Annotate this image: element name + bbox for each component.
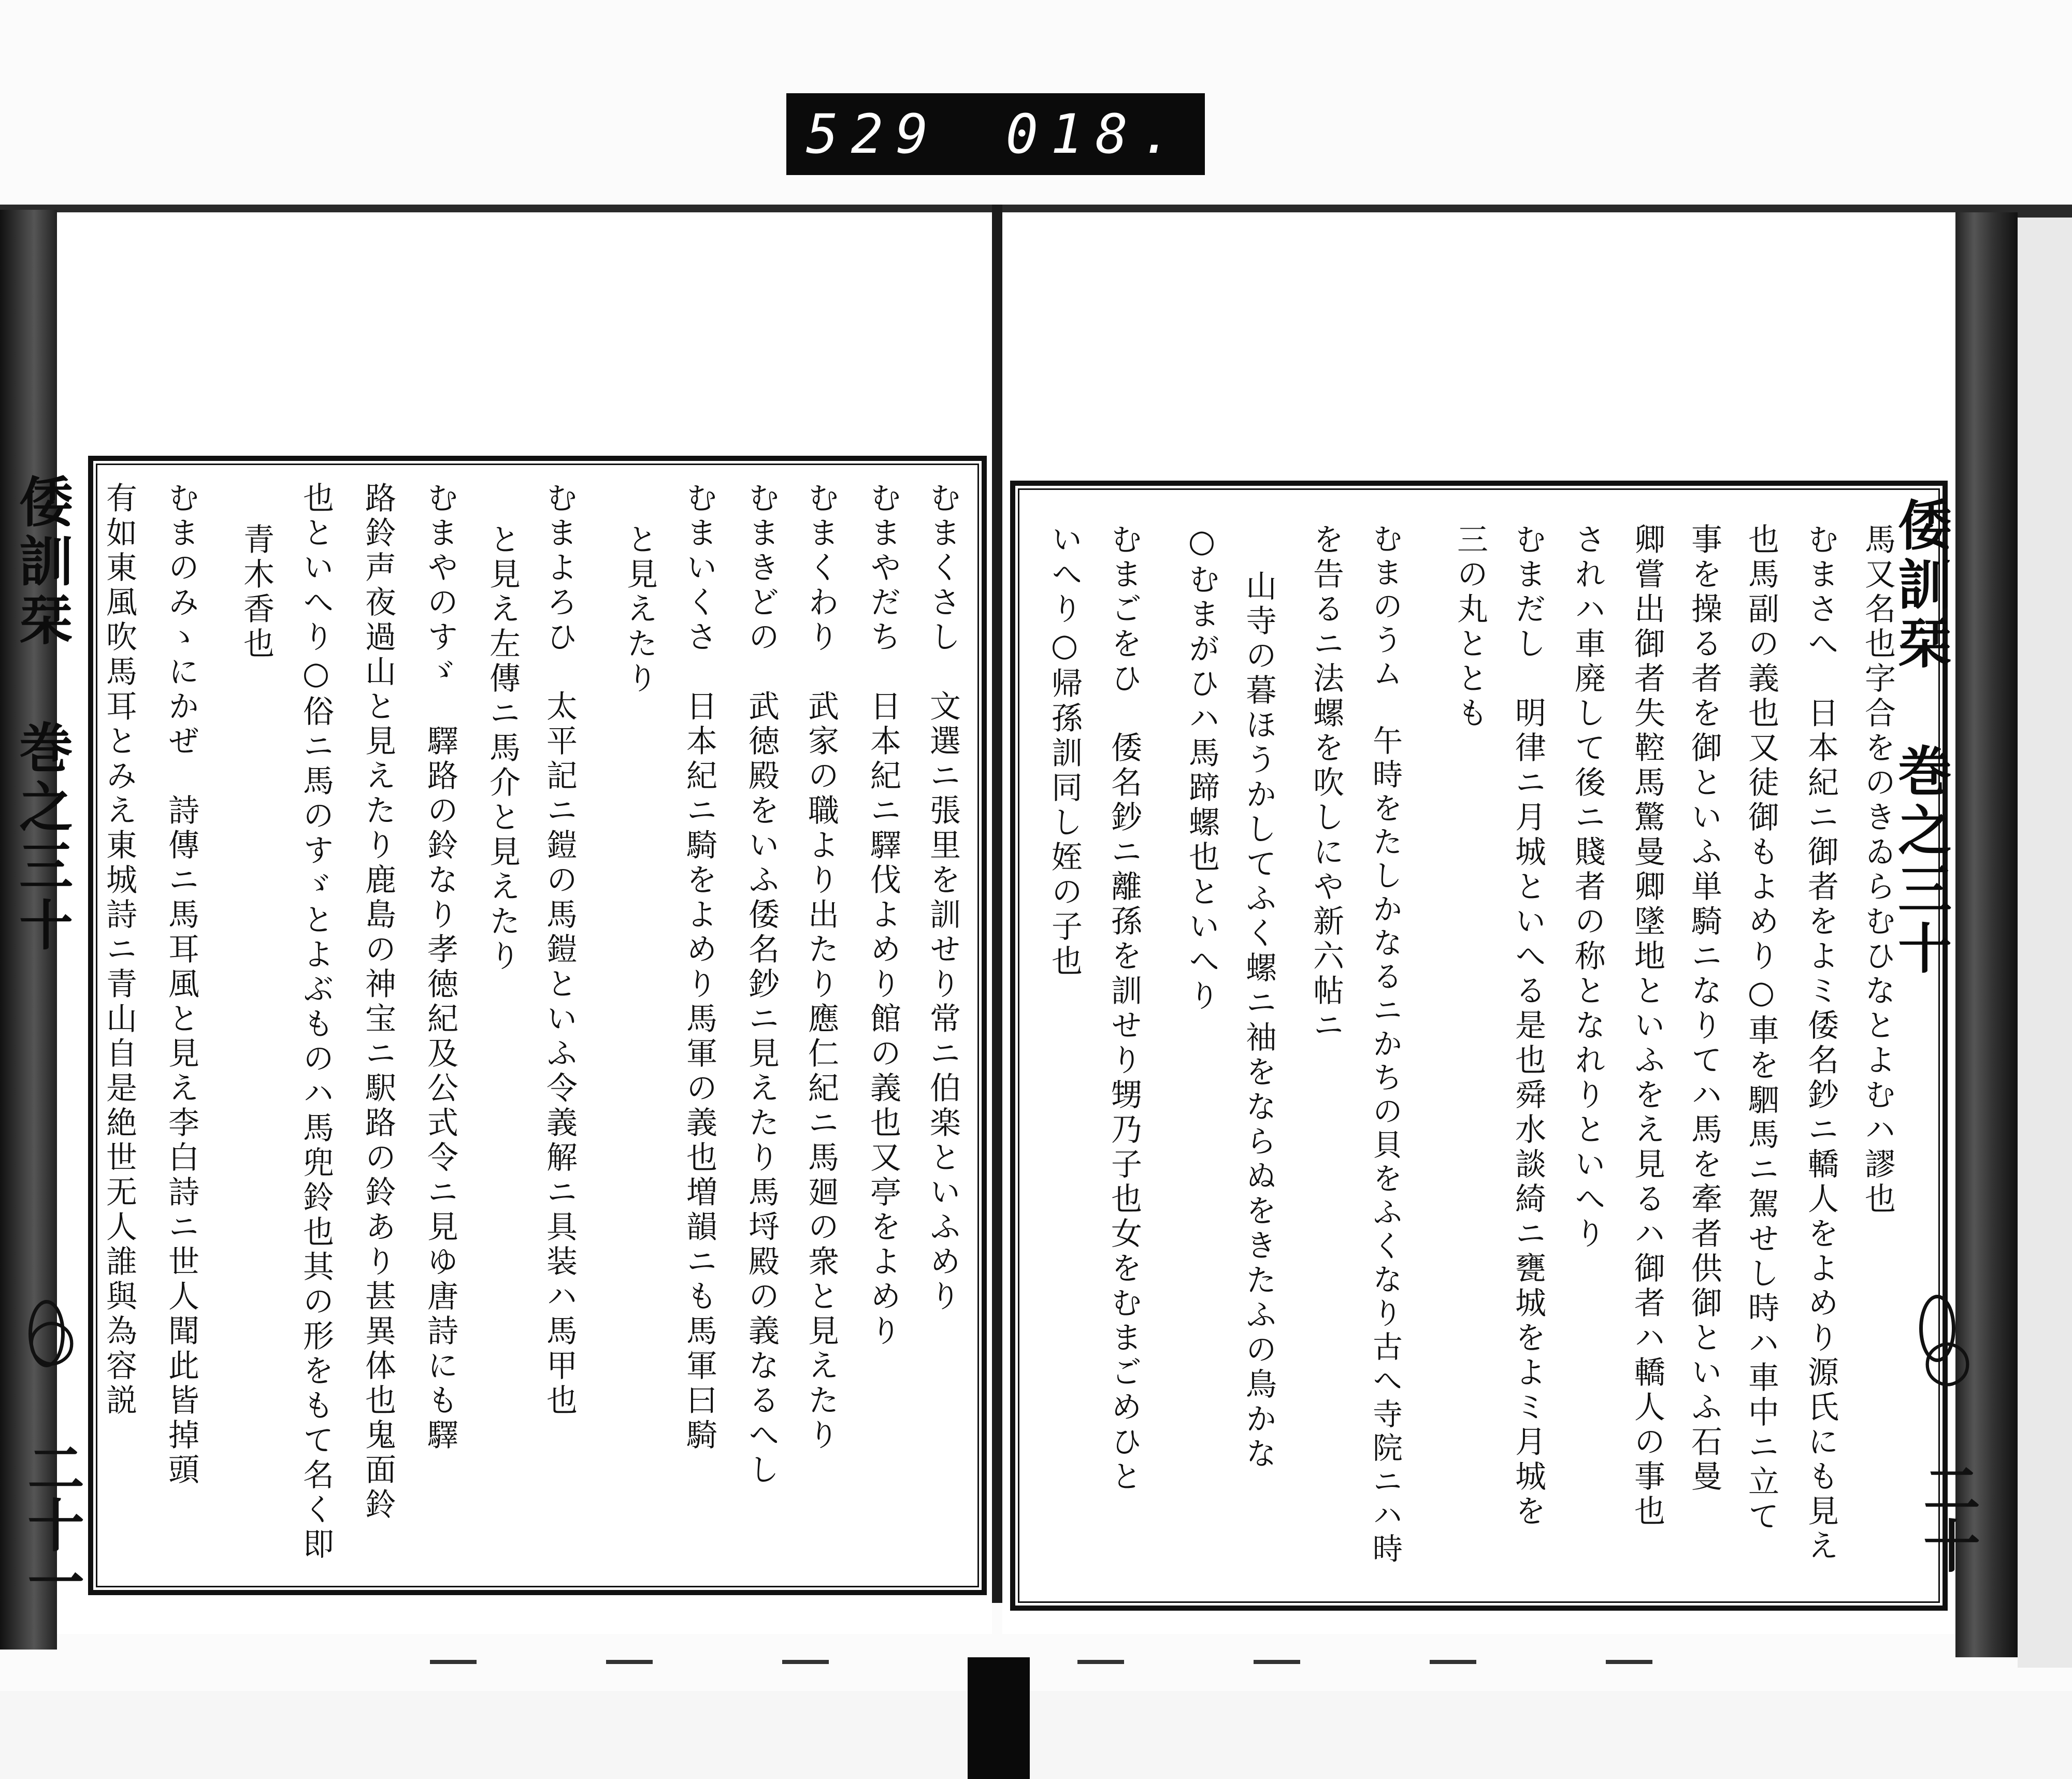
rule-mark: [1077, 1660, 1124, 1664]
text-column: むまよろひ 太平記ニ鎧の馬鎧といふ令義解ニ具装ハ馬甲也: [541, 482, 578, 1419]
text-column: を告るニ法螺を吹しにや新六帖ニ: [1308, 523, 1344, 1044]
rule-mark: [1254, 1660, 1300, 1664]
frame-number-plate: [786, 93, 1205, 175]
right-running-title: 倭訓栞 巻之三十: [1889, 497, 1952, 979]
rule-mark: [606, 1660, 653, 1664]
rule-mark: [1606, 1660, 1652, 1664]
text-column: むまきどの 武徳殿をいふ倭名鈔ニ見えたり馬埒殿の義なるへし: [743, 482, 780, 1488]
text-column: むまだし 明律ニ月城といへる是也舜水談綺ニ甕城をよミ月城を: [1510, 523, 1546, 1529]
text-column: 山寺の暮ほうかしてふく螺ニ袖をならぬをきたふの鳥かな: [1241, 570, 1277, 1472]
text-column: 也馬副の義也又徒御もよめり○車を駟馬ニ駕せし時ハ車中ニ立て: [1743, 523, 1779, 1535]
text-column: むまごをひ 倭名鈔ニ離孫を訓せり甥乃子也女をむまごめひと: [1106, 523, 1142, 1495]
text-column: むまやのすゞ 驛路の鈴なり孝徳紀及公式令ニ見ゆ唐詩にも驛: [422, 482, 458, 1453]
text-column: 卿嘗出御者失鞚馬驚曼卿墜地といふをえ見るハ御者ハ轎人の事也: [1629, 523, 1665, 1529]
text-column: むまくわり 武家の職より出たり應仁紀ニ馬廻の衆と見えたり: [803, 482, 839, 1453]
rule-mark: [430, 1660, 477, 1664]
scan-bottom-margin: [0, 1691, 2072, 1779]
frame-number: 018.: [1005, 103, 1185, 166]
text-column: むまさへ 日本紀ニ御者をよミ倭名鈔ニ轎人をよめり源氏にも見え: [1803, 523, 1839, 1564]
text-column: むまくさし 文選ニ張里を訓せり常ニ伯楽といふめり: [925, 482, 961, 1314]
text-column: 有如東風吹馬耳とみえ東城詩ニ青山自是絶世无人誰與為容説: [101, 482, 137, 1419]
left-folio: ○ 二十一: [18, 1305, 85, 1610]
text-column: 事を操る者を御といふ単騎ニなりてハ馬を牽者供御といふ石曼: [1686, 523, 1722, 1495]
roll-number: 529: [806, 103, 941, 166]
text-column: されハ車廃して後ニ賤者の称となれりといへり: [1570, 523, 1606, 1252]
text-column: むまいくさ 日本紀ニ騎をよめり馬軍の義也増韻ニも馬軍曰騎: [681, 482, 717, 1453]
text-column: 也といへり○俗ニ馬のすゞとよぶものハ馬兜鈴也其の形をもて名く即: [298, 482, 334, 1563]
right-folio: ○ 二十: [1914, 1326, 1981, 1573]
text-column: むまのうム 午時をたしかなるニかちの貝をふくなり古へ寺院ニハ時: [1368, 523, 1403, 1567]
left-text-frame-inner: [96, 464, 979, 1587]
rule-mark: [782, 1660, 829, 1664]
text-column: と見えたり: [622, 523, 658, 697]
text-column: むまのみゝにかぜ 詩傳ニ馬耳風と見え李白詩ニ世人聞此皆掉頭: [163, 482, 199, 1488]
text-column: 馬又名也字合をのきゐらむひなとよむハ謬也: [1860, 523, 1896, 1217]
text-column: むまやだち 日本紀ニ驛伐よめり館の義也又亭をよめり: [865, 482, 901, 1349]
text-column: 三の丸ととも: [1452, 523, 1488, 731]
gutter-shadow: [968, 1657, 1030, 1779]
text-column: ○むまがひハ馬蹄螺也といへり: [1184, 523, 1220, 1014]
text-column: いへり○帰孫訓同し姪の子也: [1046, 523, 1083, 979]
text-column: 路鈴声夜過山と見えたり鹿島の神宝ニ駅路の鈴あり甚異体也鬼面鈴: [360, 482, 396, 1523]
text-column: 青木香也: [238, 523, 275, 662]
rule-mark: [1430, 1660, 1476, 1664]
center-gutter: [992, 205, 1002, 1603]
left-running-title: 倭訓栞 巻之三十: [10, 474, 74, 956]
text-column: と見え左傳ニ馬介と見えたり: [484, 523, 521, 974]
right-scan-margin: [2018, 218, 2072, 1668]
